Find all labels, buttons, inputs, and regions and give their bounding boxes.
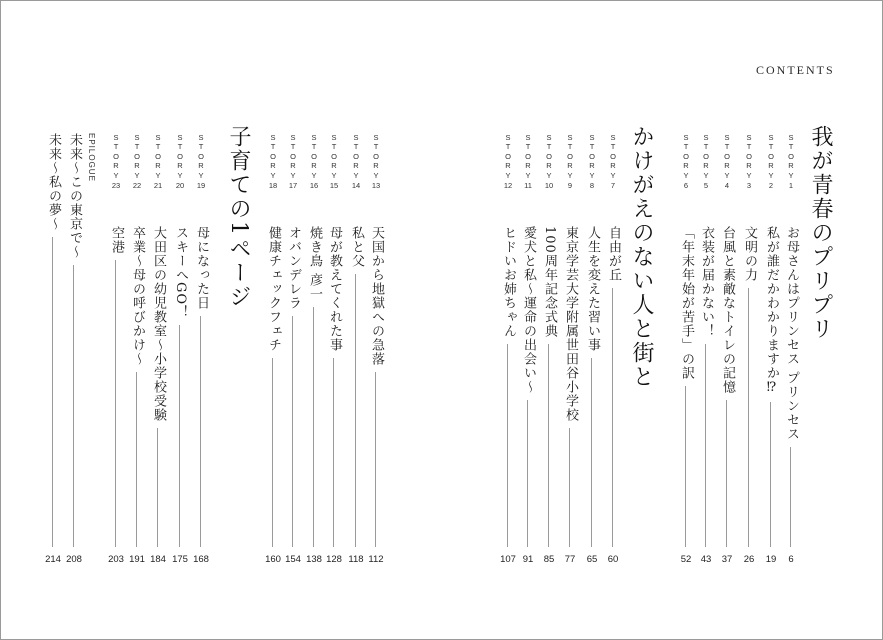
story-number: 20 xyxy=(175,181,185,191)
page-number: 154 xyxy=(285,554,301,565)
leader-line xyxy=(375,372,376,547)
story-number: 15 xyxy=(329,181,339,191)
page-number: 138 xyxy=(306,554,322,565)
entry-title: 空港 xyxy=(109,226,124,254)
story-number: 3 xyxy=(746,181,752,191)
page-number: 43 xyxy=(700,554,712,565)
story-label: S T O R Y 17 xyxy=(286,133,300,190)
page-number: 91 xyxy=(522,554,534,565)
story-number: 21 xyxy=(153,181,163,191)
story-number: 6 xyxy=(683,181,689,191)
story-label: S T O R Y 12 xyxy=(501,133,515,190)
page-number: 184 xyxy=(150,554,166,565)
story-number: 2 xyxy=(768,181,774,191)
entry-title: 焼き鳥 彦一 xyxy=(307,226,322,302)
page-number: 191 xyxy=(129,554,145,565)
story-label: S T O R Y 10 xyxy=(542,133,556,190)
entry-title: 未来〜この東京で〜 xyxy=(67,133,82,259)
contents-heading: CONTENTS xyxy=(756,63,835,77)
entry-title: オバンデレラ xyxy=(286,226,301,310)
entry-title: 愛犬と私〜運命の出会い〜 xyxy=(521,226,536,394)
story-label: S T O R Y 7 xyxy=(606,133,620,190)
story-number: 12 xyxy=(503,181,513,191)
story-label: S T O R Y 22 xyxy=(130,133,144,190)
story-label: S T O R Y 20 xyxy=(173,133,187,190)
leader-line xyxy=(527,400,528,547)
page-number: 26 xyxy=(743,554,755,565)
leader-line xyxy=(52,237,53,547)
story-label: S T O R Y 16 xyxy=(307,133,321,190)
entry-title: 私と父 xyxy=(349,226,364,268)
leader-line xyxy=(507,344,508,547)
entry-title: 自由が丘 xyxy=(606,226,621,282)
leader-line xyxy=(73,265,74,547)
leader-line xyxy=(612,288,613,547)
leader-line xyxy=(790,447,791,547)
entry-title: 卒業〜母の呼びかけ〜 xyxy=(130,226,145,366)
entry-title: 大田区の幼児教室〜小学校受験 xyxy=(151,226,166,422)
story-label: S T O R Y 5 xyxy=(699,133,713,190)
page-number: 214 xyxy=(45,554,61,565)
story-number: 1 xyxy=(788,181,794,191)
entry-title: 100周年記念式典 xyxy=(542,226,557,338)
entry-title: 東京学芸大学附属世田谷小学校 xyxy=(563,226,578,422)
leader-line xyxy=(569,428,570,547)
entry-title: 文明の力 xyxy=(742,226,757,282)
story-label: S T O R Y 2 xyxy=(764,133,778,190)
leader-line xyxy=(136,372,137,547)
leader-line xyxy=(355,274,356,547)
page-number: 107 xyxy=(500,554,516,565)
entry-title: 母になった日 xyxy=(194,226,209,310)
leader-line xyxy=(333,358,334,547)
entry-title: 未来〜私の夢〜 xyxy=(46,133,61,231)
page-number: 52 xyxy=(680,554,692,565)
story-number: 7 xyxy=(610,181,616,191)
entry-title: 台風と素敵なトイレの記憶 xyxy=(720,226,735,394)
story-number: 9 xyxy=(567,181,573,191)
leader-line xyxy=(726,400,727,547)
page-number: 65 xyxy=(586,554,598,565)
story-label: S T O R Y 9 xyxy=(563,133,577,190)
leader-line xyxy=(272,358,273,547)
story-label: S T O R Y 6 xyxy=(679,133,693,190)
entry-title: スキーへGO！ xyxy=(173,226,188,320)
page-number: 60 xyxy=(607,554,619,565)
story-label: S T O R Y 1 xyxy=(784,133,798,190)
story-number: 18 xyxy=(268,181,278,191)
entry-title: 母が教えてくれた事 xyxy=(327,226,342,352)
entry-title: 「年末年始が苦手」の訳 xyxy=(679,226,694,380)
page-number: 112 xyxy=(368,554,384,565)
page-number: 160 xyxy=(265,554,281,565)
leader-line xyxy=(748,288,749,547)
story-label: S T O R Y 23 xyxy=(109,133,123,190)
entry-title: 衣装が届かない！ xyxy=(699,226,714,338)
entry-title: 私が誰だかわかりますか⁉ xyxy=(764,226,779,396)
story-label: S T O R Y 8 xyxy=(585,133,599,190)
leader-line xyxy=(705,344,706,547)
story-label: S T O R Y 14 xyxy=(349,133,363,190)
story-number: 5 xyxy=(703,181,709,191)
leader-line xyxy=(770,402,771,547)
page-number: 168 xyxy=(193,554,209,565)
page-number: 208 xyxy=(66,554,82,565)
story-number: 8 xyxy=(589,181,595,191)
story-label: S T O R Y 21 xyxy=(151,133,165,190)
entry-title: 天国から地獄への急落 xyxy=(369,226,384,366)
leader-line xyxy=(685,386,686,547)
page-number: 203 xyxy=(108,554,124,565)
story-label: S T O R Y 18 xyxy=(266,133,280,190)
leader-line xyxy=(179,325,180,547)
leader-line xyxy=(292,316,293,547)
story-number: 16 xyxy=(309,181,319,191)
entry-title: 健康チェックフェチ xyxy=(266,226,281,352)
page-number: 77 xyxy=(564,554,576,565)
page-number: 128 xyxy=(326,554,342,565)
story-label: S T O R Y 4 xyxy=(720,133,734,190)
page-number: 175 xyxy=(172,554,188,565)
page-number: 19 xyxy=(765,554,777,565)
story-number: 17 xyxy=(288,181,298,191)
entry-title: 人生を変えた習い事 xyxy=(585,226,600,352)
leader-line xyxy=(313,307,314,547)
entry-title: ヒドいお姉ちゃん xyxy=(501,226,516,338)
page-number: 85 xyxy=(543,554,555,565)
story-number: 23 xyxy=(111,181,121,191)
story-label: S T O R Y 13 xyxy=(369,133,383,190)
story-label: S T O R Y 11 xyxy=(521,133,535,190)
leader-line xyxy=(548,344,549,547)
epilogue-label: EPILOGUE xyxy=(87,133,96,182)
leader-line xyxy=(591,358,592,547)
story-number: 4 xyxy=(724,181,730,191)
entry-title: お母さんはプリンセス プリンセス xyxy=(784,226,799,442)
story-label: S T O R Y 19 xyxy=(194,133,208,190)
leader-line xyxy=(200,316,201,547)
part-title: かけがえのない人と街と xyxy=(629,125,654,389)
part-title: 我が青春のプリプリ xyxy=(808,125,833,341)
story-number: 19 xyxy=(196,181,206,191)
page-number: 118 xyxy=(348,554,364,565)
story-number: 22 xyxy=(132,181,142,191)
story-number: 11 xyxy=(524,181,532,191)
page-number: 37 xyxy=(721,554,733,565)
leader-line xyxy=(157,428,158,547)
story-label: S T O R Y 3 xyxy=(742,133,756,190)
leader-line xyxy=(115,260,116,547)
story-number: 10 xyxy=(544,181,554,191)
story-label: S T O R Y 15 xyxy=(327,133,341,190)
page-number: 6 xyxy=(788,554,794,565)
part-title: 子育ての1ページ xyxy=(226,125,251,309)
story-number: 14 xyxy=(351,181,361,191)
story-number: 13 xyxy=(371,181,381,191)
